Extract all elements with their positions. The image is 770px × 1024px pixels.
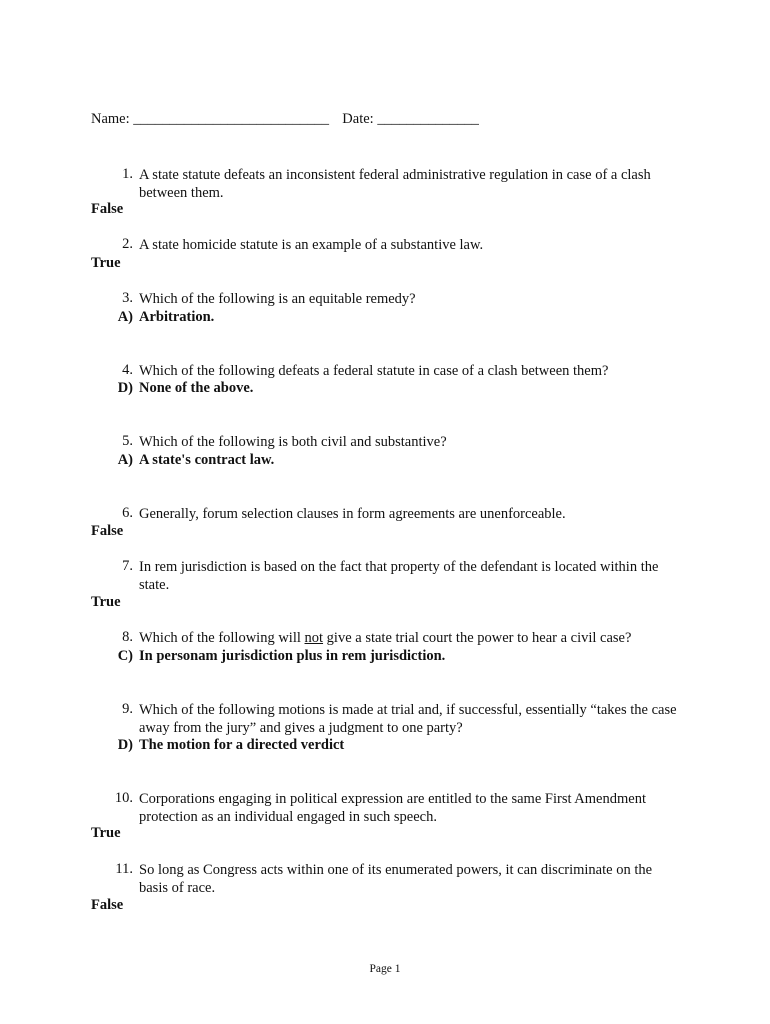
question-number: 9. bbox=[122, 701, 133, 717]
question-number: 8. bbox=[122, 629, 133, 645]
emphasis-not: not bbox=[304, 630, 324, 646]
question-4 bbox=[0, 362, 770, 380]
question-6 bbox=[0, 505, 770, 523]
question-number: 1. bbox=[122, 166, 133, 182]
question-number: 7. bbox=[122, 558, 133, 574]
question-11 bbox=[0, 861, 770, 897]
answer-letter: A) bbox=[117, 309, 133, 325]
answer-text: A state's contract law. bbox=[139, 452, 275, 468]
answer-choice bbox=[100, 380, 600, 397]
question-text: Which of the following is both civil and substantive? bbox=[139, 434, 447, 450]
page-number: Page 1 bbox=[369, 963, 401, 975]
date-blank: ______________ bbox=[377, 111, 479, 127]
question-text: In rem jurisdiction is based on the fact that property of the defendant is located within the state. bbox=[139, 559, 659, 593]
answer-choice bbox=[100, 648, 600, 665]
answer-letter: A) bbox=[117, 452, 133, 468]
question-text: Which of the following will not give a state trial court the power to hear a civil case? bbox=[139, 630, 632, 646]
question-number: 10. bbox=[114, 790, 133, 806]
question-number: 6. bbox=[122, 505, 133, 521]
answer-choice bbox=[100, 737, 600, 754]
question-text: Generally, forum selection clauses in form agreements are unenforceable. bbox=[139, 506, 566, 522]
answer-true-false: True bbox=[91, 255, 121, 271]
answer-true-false: True bbox=[91, 825, 121, 841]
date-label: Date: bbox=[342, 111, 374, 127]
answer-choice bbox=[100, 452, 600, 469]
question-7 bbox=[0, 558, 770, 594]
question-2 bbox=[0, 236, 770, 254]
question-number: 5. bbox=[122, 433, 133, 449]
answer-text: In personam jurisdiction plus in rem jurisdiction. bbox=[139, 648, 446, 664]
question-text: Which of the following motions is made at trial and, if successful, essentially “takes the case away from the jury” and gives a judgment to one party? bbox=[139, 702, 677, 736]
answer-letter: D) bbox=[117, 737, 133, 753]
answer-true-false: False bbox=[91, 201, 124, 217]
name-label: Name: bbox=[91, 111, 130, 127]
name-date-header bbox=[91, 111, 479, 128]
question-number: 3. bbox=[122, 290, 133, 306]
question-5 bbox=[0, 433, 770, 451]
question-text: So long as Congress acts within one of its enumerated powers, it can discriminate on the basis of race. bbox=[139, 862, 653, 896]
answer-true-false: True bbox=[91, 594, 121, 610]
question-number: 11. bbox=[115, 861, 133, 877]
answer-choice bbox=[100, 309, 600, 326]
question-text: Which of the following is an equitable remedy? bbox=[139, 291, 416, 307]
answer-text: The motion for a directed verdict bbox=[139, 737, 345, 753]
question-number: 4. bbox=[122, 362, 133, 378]
answer-letter: D) bbox=[117, 380, 133, 396]
question-8 bbox=[0, 629, 770, 647]
answer-text: Arbitration. bbox=[139, 309, 215, 325]
question-9 bbox=[0, 701, 770, 737]
answer-text: None of the above. bbox=[139, 380, 254, 396]
question-10 bbox=[0, 790, 770, 826]
question-text: Which of the following defeats a federal statute in case of a clash between them? bbox=[139, 363, 609, 379]
question-text: Corporations engaging in political expression are entitled to the same First Amendment protection as an individual engaged in such speech. bbox=[139, 791, 646, 825]
question-3 bbox=[0, 290, 770, 308]
question-text: A state homicide statute is an example of a substantive law. bbox=[139, 237, 484, 253]
answer-letter: C) bbox=[117, 648, 133, 664]
question-1 bbox=[0, 166, 770, 202]
answer-true-false: False bbox=[91, 523, 124, 539]
name-blank: ___________________________ bbox=[133, 111, 330, 127]
question-text: A state statute defeats an inconsistent federal administrative regulation in case of a clash between them. bbox=[139, 167, 651, 201]
answer-true-false: False bbox=[91, 897, 124, 913]
question-number: 2. bbox=[122, 236, 133, 252]
